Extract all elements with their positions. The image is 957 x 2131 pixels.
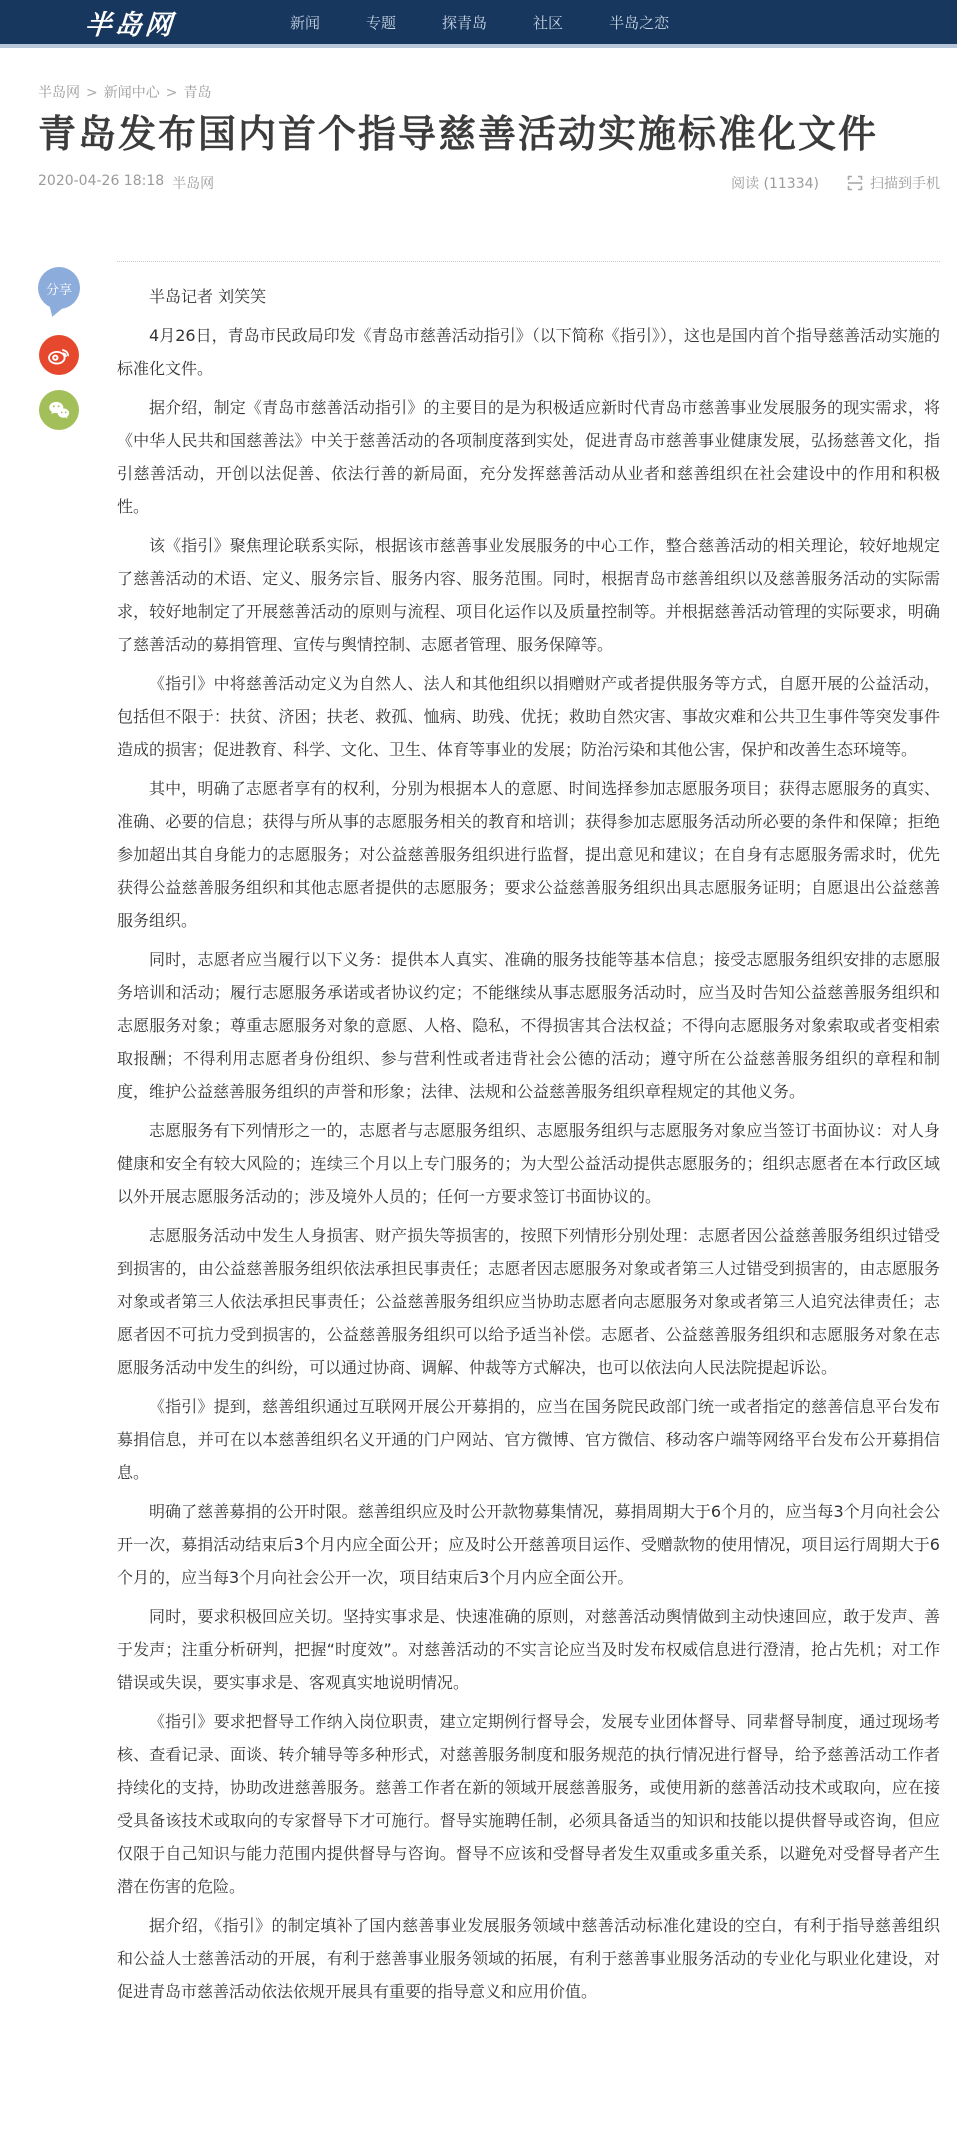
article-source: 半岛网 — [172, 176, 215, 192]
page-container — [0, 82, 957, 2028]
wechat-icon — [46, 397, 72, 423]
scan-qr-icon — [847, 175, 863, 191]
article-paragraph: 明确了慈善募捐的公开时限。慈善组织应及时公开款物募集情况，募捐周期大于6个月的，应当每3个月向社会公开一次，募捐活动结束后3个月内应全面公开；应及时公开慈善项目运作、受赠款物的使用情况，项目运行周期大于6个月的，应当每3个月向社会公开一次，项目结束后3个月内应全面公开。 — [117, 1502, 940, 1587]
nav-item[interactable]: 专题 — [366, 13, 397, 32]
share-label: 分享 — [45, 282, 72, 298]
weibo-share-button[interactable] — [39, 335, 79, 375]
article-paragraph: 据介绍，《指引》的制定填补了国内慈善事业发展服务领域中慈善活动标准化建设的空白，有利于指导慈善组织和公益人士慈善活动的开展，有利于慈善事业服务领域的拓展，有利于慈善事业服务活动的专业化与职业化建设，对促进青岛市慈善活动依法依规开展具有重要的指导意义和应用价值。 — [117, 1916, 940, 2001]
article-main — [38, 261, 940, 2014]
nav-item[interactable]: 社区 — [533, 13, 564, 32]
nav-item[interactable]: 半岛之恋 — [609, 13, 670, 32]
breadcrumb-separator: > — [86, 85, 98, 101]
top-navigation-bar — [0, 0, 957, 48]
article-paragraph: 据介绍，制定《青岛市慈善活动指引》的主要目的是为积极适应新时代青岛市慈善事业发展服务的现实需求，将《中华人民共和国慈善法》中关于慈善活动的各项制度落到实处，促进青岛市慈善事业健康发展，弘扬慈善文化，指引慈善活动，开创以法促善、依法行善的新局面，充分发挥慈善活动从业者和慈善组织在社会建设中的作用和积极性。 — [117, 398, 940, 516]
breadcrumb-separator: > — [165, 85, 178, 101]
page-title: 青岛发布国内首个指导慈善活动实施标准化文件 — [38, 112, 879, 156]
article-body — [117, 261, 940, 2014]
article-paragraph: 其中，明确了志愿者享有的权利，分别为根据本人的意愿、时间选择参加志愿服务项目；获得志愿服务的真实、准确、必要的信息；获得与所从事的志愿服务相关的教育和培训；获得参加志愿服务活动所必要的条件和保障；拒绝参加超出其自身能力的志愿服务；对公益慈善服务组织进行监督，提出意见和建议；在自身有志愿服务需求时，优先获得公益慈善服务组织和其他志愿者提供的志愿服务；要求公益慈善服务组织出具志愿服务证明；自愿退出公益慈善服务组织。 — [117, 779, 940, 930]
article-paragraph: 4月26日，青岛市民政局印发《青岛市慈善活动指引》（以下简称《指引》），这也是国内首个指导慈善活动实施的标准化文件。 — [117, 326, 940, 378]
breadcrumb-item[interactable]: 新闻中心 — [103, 85, 160, 101]
article-paragraph: 《指引》要求把督导工作纳入岗位职责，建立定期例行督导会，发展专业团体督导、同辈督导制度，通过现场考核、查看记录、面谈、转介辅导等多种形式，对慈善服务制度和服务规范的执行情况进行督导，给予慈善活动工作者持续化的支持，协助改进慈善服务。慈善工作者在新的领域开展慈善服务，或使用新的慈善活动技术或取向，应在接受具备该技术或取向的专家督导下才可施行。督导实施聘任制，必须具备适当的知识和技能以提供督导或咨询，但应仅限于自己知识与能力范围内提供督导与咨询。督导不应该和受督导者发生双重或多重关系，以避免对受督导者产生潜在伤害的危险。 — [117, 1712, 940, 1896]
article-paragraph: 《指引》中将慈善活动定义为自然人、法人和其他组织以捐赠财产或者提供服务等方式，自愿开展的公益活动，包括但不限于：扶贫、济困；扶老、救孤、恤病、助残、优抚；救助自然灾害、事故灾难和公共卫生事件等突发事件造成的损害；促进教育、科学、文化、卫生、体育等事业的发展；防治污染和其他公害，保护和改善生态环境等。 — [117, 674, 940, 759]
article-meta-left — [38, 173, 214, 193]
article-meta-row — [38, 173, 940, 193]
article-byline: 半岛记者 刘笑笑 — [149, 287, 267, 306]
read-count: 阅读 (11334) — [731, 176, 819, 192]
scan-to-phone-button[interactable] — [847, 173, 940, 193]
breadcrumb-item[interactable]: 青岛 — [183, 85, 212, 101]
article-paragraph: 志愿服务活动中发生人身损害、财产损失等损害的，按照下列情形分别处理：志愿者因公益慈善服务组织过错受到损害的，由公益慈善服务组织依法承担民事责任；志愿者因志愿服务对象或者第三人过错受到损害的，由志愿服务对象或者第三人依法承担民事责任；公益慈善服务组织应当协助志愿者向志愿服务对象或者第三人追究法律责任；志愿者因不可抗力受到损害的，公益慈善服务组织可以给予适当补偿。志愿者、公益慈善服务组织和志愿服务对象在志愿服务活动中发生的纠纷，可以通过协商、调解、仲裁等方式解决，也可以依法向人民法院提起诉讼。 — [117, 1226, 940, 1377]
nav-menu — [267, 12, 692, 33]
share-rail — [38, 261, 80, 2014]
article-paragraph: 《指引》提到，慈善组织通过互联网开展公开募捐的，应当在国务院民政部门统一或者指定的慈善信息平台发布募捐信息，并可在以本慈善组织名义开通的门户网站、官方微博、官方微信、移动客户端等网络平台发布公开募捐信息。 — [117, 1397, 940, 1482]
nav-item[interactable]: 新闻 — [290, 13, 321, 32]
article-paragraph: 志愿服务有下列情形之一的，志愿者与志愿服务组织、志愿服务组织与志愿服务对象应当签订书面协议：对人身健康和安全有较大风险的；连续三个月以上专门服务的；为大型公益活动提供志愿服务的；组织志愿者在本行政区域以外开展志愿服务活动的；涉及境外人员的；任何一方要求签订书面协议的。 — [117, 1121, 940, 1206]
article-meta-right — [731, 173, 940, 193]
article-paragraphs — [117, 319, 940, 2008]
share-button[interactable] — [38, 267, 80, 309]
breadcrumb — [38, 82, 940, 101]
site-logo[interactable]: 半岛网 — [83, 9, 176, 41]
breadcrumb-item[interactable]: 半岛网 — [38, 85, 80, 101]
wechat-share-button[interactable] — [39, 390, 79, 430]
publish-date: 2020-04-26 18:18 — [38, 173, 165, 189]
weibo-icon — [46, 342, 72, 368]
nav-item[interactable]: 探青岛 — [442, 13, 488, 32]
article-paragraph: 该《指引》聚焦理论联系实际，根据该市慈善事业发展服务的中心工作，整合慈善活动的相关理论，较好地规定了慈善活动的术语、定义、服务宗旨、服务内容、服务范围。同时，根据青岛市慈善组织以及慈善服务活动的实际需求，较好地制定了开展慈善活动的原则与流程、项目化运作以及质量控制等。并根据慈善活动管理的实际要求，明确了慈善活动的募捐管理、宣传与舆情控制、志愿者管理、服务保障等。 — [117, 536, 940, 654]
article-paragraph: 同时，志愿者应当履行以下义务：提供本人真实、准确的服务技能等基本信息；接受志愿服务组织安排的志愿服务培训和活动；履行志愿服务承诺或者协议约定；不能继续从事志愿服务活动时，应当及时告知公益慈善服务组织和志愿服务对象；尊重志愿服务对象的意愿、人格、隐私，不得损害其合法权益；不得向志愿服务对象索取或者变相索取报酬；不得利用志愿者身份组织、参与营利性或者违背社会公德的活动；遵守所在公益慈善服务组织的章程和制度，维护公益慈善服务组织的声誉和形象；法律、法规和公益慈善服务组织章程规定的其他义务。 — [117, 950, 940, 1101]
scan-to-phone-label: 扫描到手机 — [870, 176, 940, 192]
article-paragraph: 同时，要求积极回应关切。坚持实事求是、快速准确的原则，对慈善活动舆情做到主动快速回应，敢于发声、善于发声；注重分析研判，把握“时度效”。对慈善活动的不实言论应当及时发布权威信息进行澄清，抢占先机；对工作错误或失误，要实事求是、客观真实地说明情况。 — [117, 1607, 940, 1692]
